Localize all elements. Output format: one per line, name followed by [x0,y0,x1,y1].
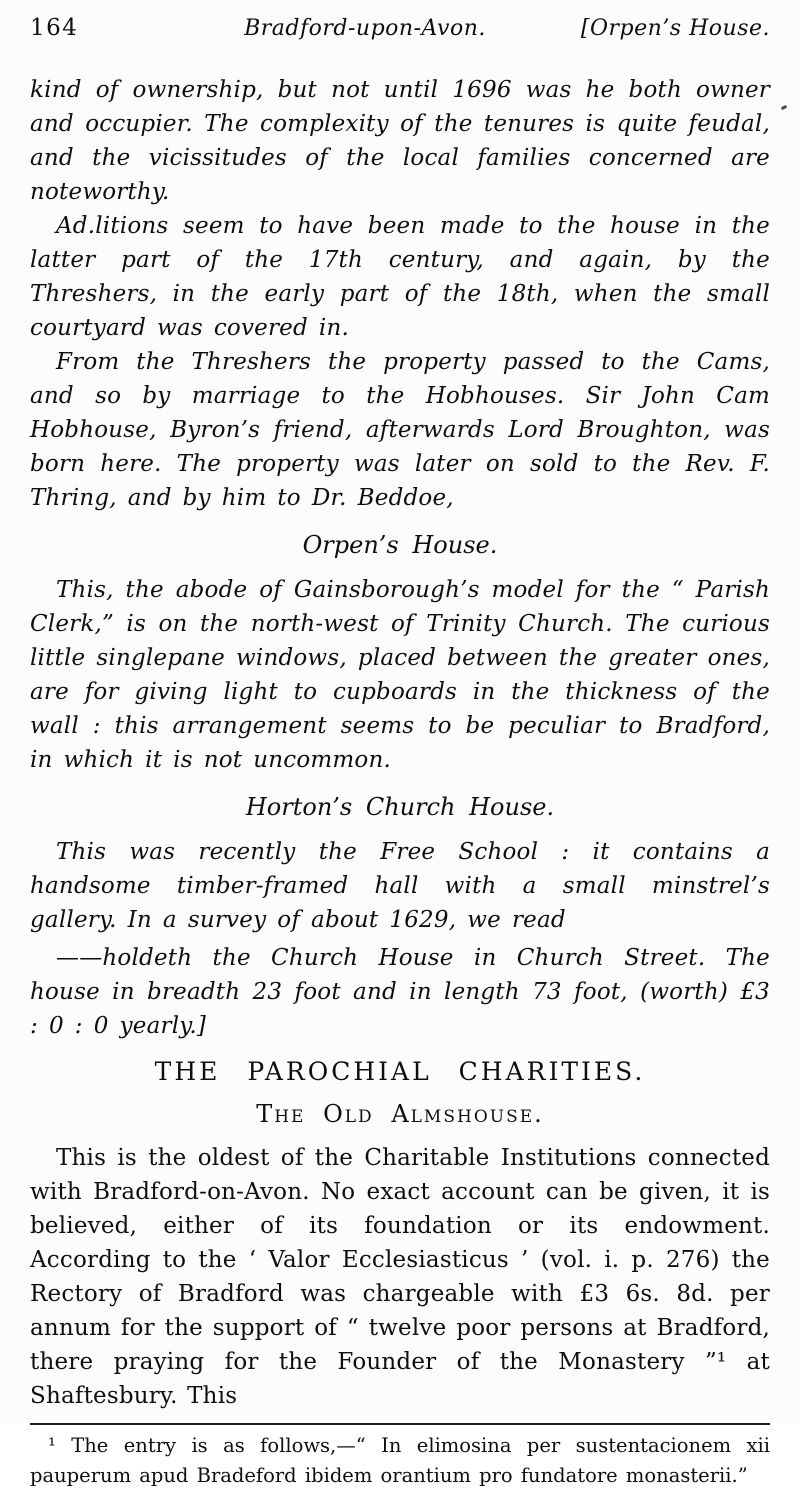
heading-hortons-church-house: Horton’s Church House. [245,793,555,821]
running-title: Bradford-upon-Avon. [244,16,486,41]
paragraph-ownership: kind of ownership, but not until 1696 was he both owner and occupier. The complexity of the tenures is quite feudal, and the vicissitudes of the local families concerned are noteworthy. [30,77,770,205]
paragraph-threshers: From the Threshers the property passed to the Cams, and so by marriage to the Hobhouses. Sir John Cam Hobhouse, Byron’s friend, afterwards Lord Broughton, was born here. The property was later on sold to the Rev. F. Thring, and by him to Dr. Beddoe, [30,349,770,511]
paragraph-hortons-church-house: This was recently the Free School : it contains a handsome timber-framed hall with a small minstrel’s gallery. In a survey of about 1629, we read [30,839,770,933]
page-body [30,73,770,1413]
page-number: 164 [30,15,79,41]
scan-artifact-mark [781,105,788,110]
paragraph-survey-quote: ——holdeth the Church House in Church Street. The house in breadth 23 foot and in length 73 foot, (worth) £3 : 0 : 0 yearly.] [30,945,770,1039]
footnote-area [30,1423,770,1491]
footnote-text: ¹ The entry is as follows,—“ In elimosina per sustentacionem xii pauperum apud Bradeford ibidem orantium pro fundatore monasterii.” [30,1434,770,1487]
heading-orpens-house: Orpen’s House. [302,531,498,559]
subheading-old-almshouse: The Old Almshouse. [256,1100,544,1128]
heading-parochial-charities: THE PAROCHIAL CHARITIES. [154,1057,646,1086]
paragraph-additions: Ad.litions seem to have been made to the house in the latter part of the 17th century, and again, by the Threshers, in the early part of the 18th, when the small courtyard was covered in. [30,213,770,341]
section-marker: [Orpen’s House. [580,16,770,41]
paragraph-old-almshouse: This is the oldest of the Charitable Institutions connected with Bradford-on-Avon. No exact account can be given, it is believed, either of its foundation or its endowment. According to the ‘ Valor Ecclesiasticus ’ (vol. i. p. 276) the Rectory of Bradford was chargeable with £3 6s. 8d. per annum for the support of “ twelve poor persons at Bradford, there praying for the Founder of the Monastery ”¹ at Shaftesbury. This [30,1145,770,1409]
page-header [30,14,770,43]
paragraph-orpens-house: This, the abode of Gainsborough’s model for the “ Parish Clerk,” is on the north-west of Trinity Church. The curious little singlepane windows, placed between the greater ones, are for giving light to cupboards in the thickness of the wall : this arrangement seems to be peculiar to Bradford, in which it is not uncommon. [30,577,770,773]
footnote-rule [30,1423,770,1425]
